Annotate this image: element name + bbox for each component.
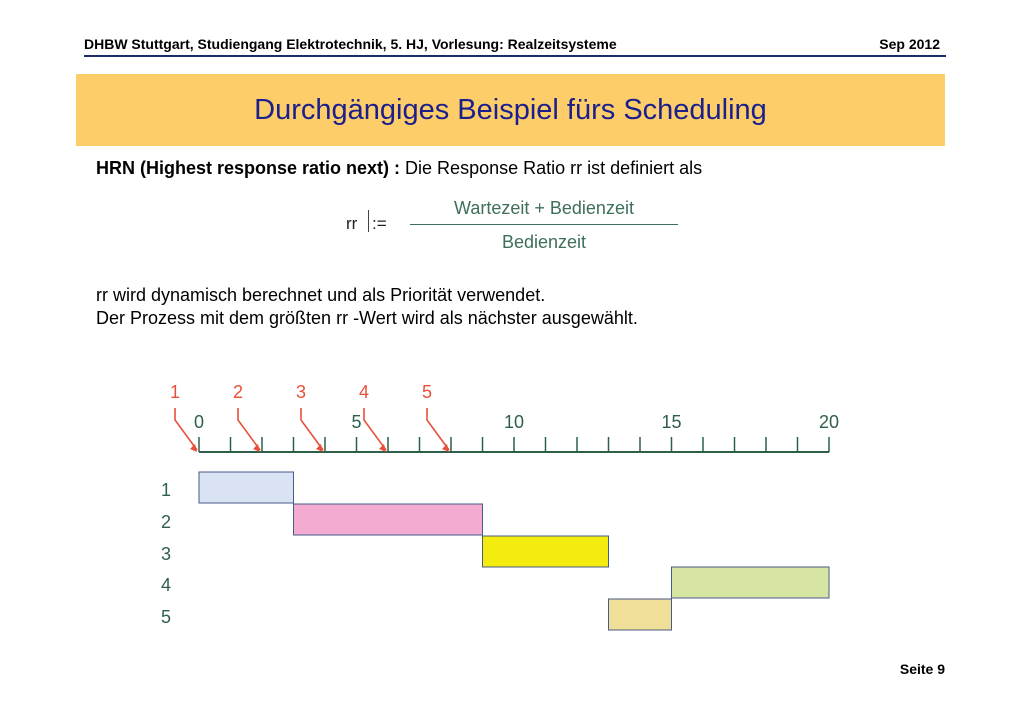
time-axis-label: 10 <box>503 412 525 432</box>
arrival-arrow <box>175 408 197 450</box>
arrival-label: 5 <box>421 382 433 402</box>
arrival-label: 4 <box>358 382 370 402</box>
text-cursor <box>368 210 369 232</box>
time-axis-label: 20 <box>818 412 840 432</box>
process-bar <box>294 504 483 535</box>
header-course: DHBW Stuttgart, Studiengang Elektrotechnik, 5. HJ, Vorlesung: Realzeitsysteme <box>84 36 617 52</box>
process-label: 5 <box>160 607 172 627</box>
arrival-arrow <box>427 408 449 450</box>
page-number: Seite 9 <box>899 661 945 677</box>
arrival-arrowhead <box>316 444 323 452</box>
arrival-arrow <box>301 408 323 450</box>
process-label: 1 <box>160 480 172 500</box>
arrival-arrowhead <box>379 444 386 452</box>
text-line-1: rr wird dynamisch berechnet und als Priorität verwendet. <box>96 285 546 305</box>
arrival-label: 3 <box>295 382 307 402</box>
arrival-arrow <box>364 408 386 450</box>
formula-lhs: rr <box>346 214 358 233</box>
formula-denominator: Bedienzeit <box>501 232 587 252</box>
process-bar <box>199 472 294 503</box>
arrival-label: 1 <box>169 382 181 402</box>
process-bar <box>483 536 609 567</box>
process-bar <box>672 567 830 598</box>
process-label: 2 <box>160 512 172 532</box>
formula <box>320 192 700 262</box>
process-bar <box>609 599 672 630</box>
text-line-2: Der Prozess mit dem größten rr -Wert wird als nächster ausgewählt. <box>96 308 638 328</box>
title-band <box>76 74 945 146</box>
arrival-arrowhead <box>442 444 449 452</box>
intro-paragraph <box>96 157 702 179</box>
time-axis-label: 15 <box>661 412 682 432</box>
fraction-line <box>410 224 678 225</box>
time-axis-label: 5 <box>351 412 362 432</box>
header-divider <box>84 55 946 57</box>
formula-numerator: Wartezeit + Bedienzeit <box>454 198 634 218</box>
arrival-arrowhead <box>253 444 260 452</box>
header-date: Sep 2012 <box>879 36 940 52</box>
intro-bold: HRN (Highest response ratio next) : <box>96 158 401 178</box>
process-label: 3 <box>160 544 172 564</box>
arrival-arrowhead <box>190 444 197 452</box>
time-axis-label: 0 <box>193 412 205 432</box>
process-label: 4 <box>160 575 172 595</box>
slide-header <box>84 36 946 54</box>
formula-assign: := <box>372 214 387 233</box>
arrival-label: 2 <box>232 382 244 402</box>
slide-title: Durchgängiges Beispiel fürs Scheduling <box>254 94 767 126</box>
arrival-arrow <box>238 408 260 450</box>
intro-rest: Die Response Ratio rr ist definiert als <box>400 158 703 178</box>
